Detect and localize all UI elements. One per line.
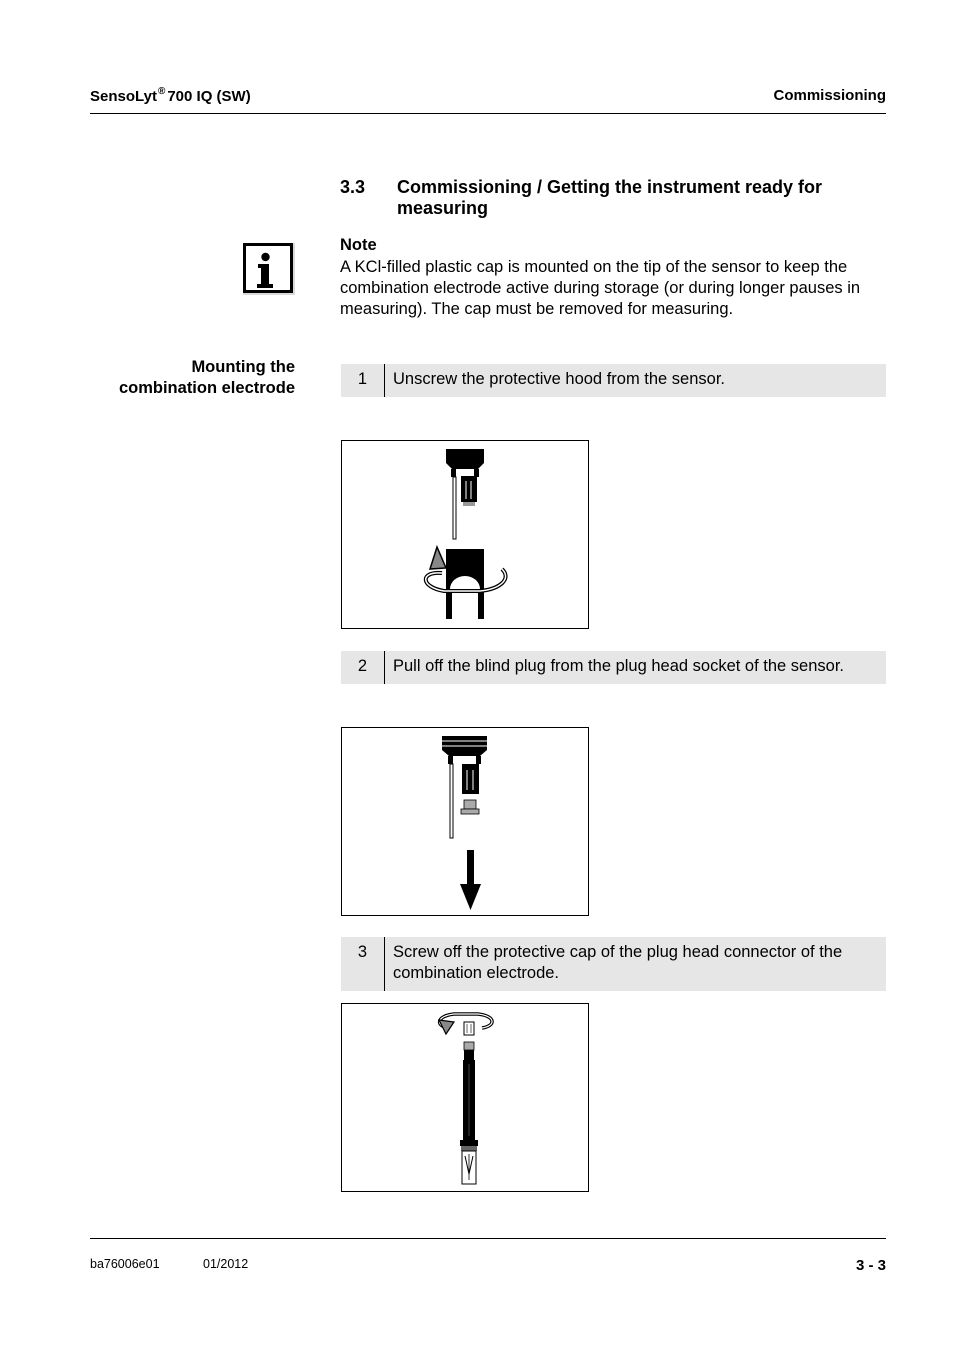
side-heading-line-2: combination electrode xyxy=(118,379,295,397)
step-divider xyxy=(384,364,385,397)
figure-pull-blind-plug xyxy=(341,727,589,916)
footer-date: 01/2012 xyxy=(203,1257,249,1271)
page-number: 3 - 3 xyxy=(855,1257,886,1274)
step-number: 1 xyxy=(357,370,368,388)
protective-cap-illustration xyxy=(464,1022,474,1035)
step-row xyxy=(341,937,886,991)
step-divider xyxy=(384,937,385,991)
footer-doc-id: ba76006e01 xyxy=(90,1257,160,1271)
step-divider xyxy=(384,651,385,684)
blind-plug-illustration xyxy=(461,800,479,814)
figure-unscrew-hood xyxy=(341,440,589,629)
figure-screw-off-cap xyxy=(341,1003,589,1192)
note-title: Note xyxy=(340,236,377,254)
combination-electrode-illustration xyxy=(460,1042,478,1184)
step-row xyxy=(341,651,886,684)
side-heading-line-1: Mounting the xyxy=(191,358,295,376)
running-header-chapter: Commissioning xyxy=(773,87,886,104)
product-model: 700 IQ (SW) xyxy=(167,88,251,105)
sensor-head-illustration xyxy=(442,736,487,838)
step-text: Unscrew the protective hood from the sensor. xyxy=(393,370,725,388)
step-row xyxy=(341,364,886,397)
footer-rule xyxy=(90,1238,886,1239)
step-number: 2 xyxy=(357,657,368,675)
running-header-product xyxy=(90,86,251,105)
step-text: Screw off the protective cap of the plug head connector of the combination electrode. xyxy=(393,943,843,982)
registered-mark: ® xyxy=(157,86,166,97)
step-text: Pull off the blind plug from the plug head socket of the sensor. xyxy=(393,657,844,675)
section-number: 3.3 xyxy=(340,177,366,197)
side-heading xyxy=(55,357,295,399)
info-icon xyxy=(243,243,295,295)
sensor-head-illustration xyxy=(446,449,484,539)
protective-hood-illustration xyxy=(426,547,506,619)
product-name: SensoLyt xyxy=(90,88,157,105)
header-rule xyxy=(90,113,886,114)
down-arrow-illustration xyxy=(460,850,481,910)
note-body: A KCl-filled plastic cap is mounted on the tip of the sensor to keep the combination electrode active during storage (or during longer pauses in measuring). The cap must be removed for measuring. xyxy=(340,258,861,318)
step-number: 3 xyxy=(357,943,368,961)
section-title: Commissioning / Getting the instrument ready for measuring xyxy=(397,177,823,218)
